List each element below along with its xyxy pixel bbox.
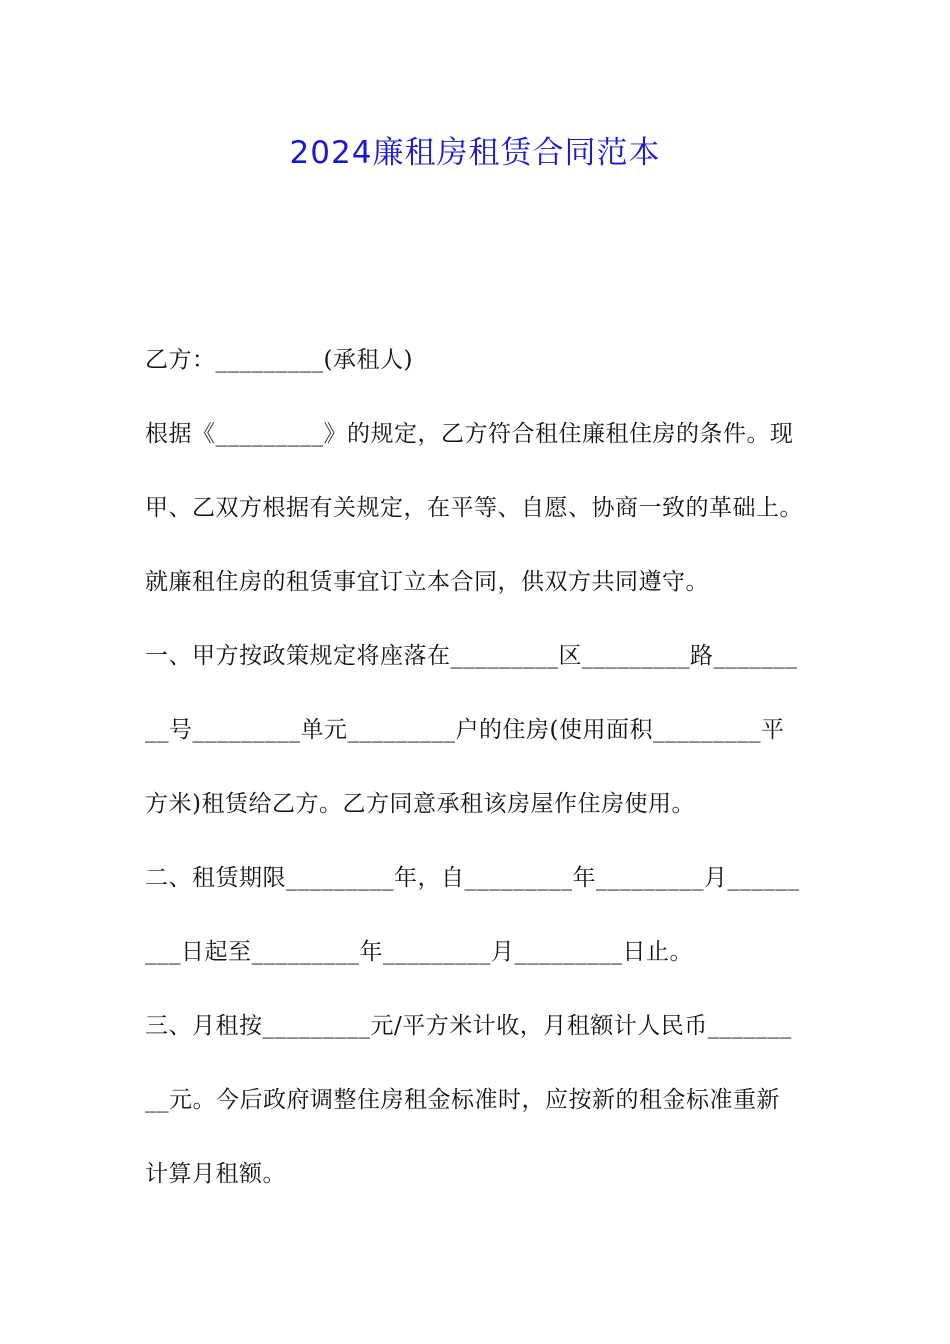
clause-1-line-2: __号_________单元_________户的住房(使用面积_________平 bbox=[145, 717, 785, 743]
clause-2-line-2: ___日起至_________年_________月_________日止。 bbox=[145, 939, 693, 965]
clause-1-line-1: 一、甲方按政策规定将座落在_________区_________路_______ bbox=[145, 643, 798, 669]
clause-2-line-1: 二、租赁期限_________年，自_________年_________月______ bbox=[145, 865, 800, 891]
preamble-line-3: 就廉租住房的租赁事宜订立本合同，供双方共同遵守。 bbox=[145, 569, 709, 595]
clause-1-line-3: 方米)租赁给乙方。乙方同意承租该房屋作住房使用。 bbox=[145, 791, 695, 817]
document-title: 2024廉租房租赁合同范本 bbox=[289, 135, 661, 171]
party-b-line: 乙方：_________(承租人) bbox=[145, 347, 413, 373]
preamble-line-1: 根据《_________》的规定，乙方符合租住廉租住房的条件。现 bbox=[145, 421, 794, 447]
clause-3-line-2: __元。今后政府调整住房租金标准时，应按新的租金标准重新 bbox=[145, 1087, 780, 1113]
clause-3-line-1: 三、月租按_________元/平方米计收，月租额计人民币_______ bbox=[145, 1013, 792, 1039]
clause-3-line-3: 计算月租额。 bbox=[145, 1161, 286, 1187]
preamble-line-2: 甲、乙双方根据有关规定，在平等、自愿、协商一致的革础上。 bbox=[145, 495, 803, 521]
contract-body bbox=[145, 338, 815, 1226]
